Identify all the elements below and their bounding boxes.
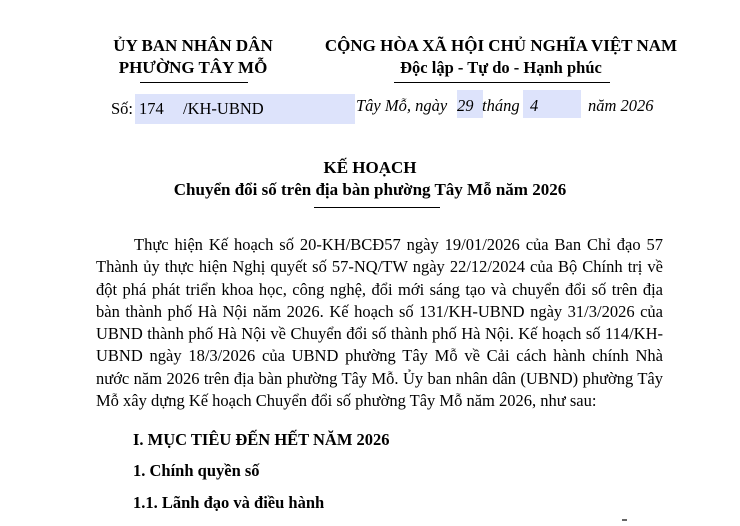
document-number-value: 174 bbox=[139, 99, 164, 118]
subsection-heading: 1. Chính quyền số bbox=[133, 461, 260, 480]
date-year-label: năm 2026 bbox=[588, 96, 654, 115]
agency-name-line2: PHƯỜNG TÂY MỖ bbox=[118, 58, 268, 77]
section-heading: I. MỤC TIÊU ĐẾN HẾT NĂM 2026 bbox=[133, 430, 390, 449]
document-code-value: /KH-UBND bbox=[183, 99, 264, 118]
date-month-value: 4 bbox=[530, 96, 539, 115]
date-place-label: Tây Mỗ, ngày bbox=[356, 96, 448, 115]
subject-underline bbox=[314, 207, 440, 208]
motto-underline bbox=[394, 82, 610, 83]
document-type-title: KẾ HOẠCH bbox=[323, 158, 417, 177]
subsubsection-heading: 1.1. Lãnh đạo và điều hành bbox=[133, 493, 325, 512]
national-motto: Độc lập - Tự do - Hạnh phúc bbox=[400, 58, 602, 77]
date-month-label: tháng bbox=[482, 96, 520, 115]
agency-underline bbox=[140, 82, 248, 83]
agency-name-line1: ỦY BAN NHÂN DÂN bbox=[113, 36, 273, 55]
document-subject: Chuyển đổi số trên địa bàn phường Tây Mỗ năm 2026 bbox=[173, 180, 567, 199]
document-number-label: Số: bbox=[111, 99, 134, 118]
date-day-value: 29 bbox=[457, 96, 474, 115]
page-edge-mark bbox=[622, 519, 627, 521]
intro-paragraph: Thực hiện Kế hoạch số 20-KH/BCĐ57 ngày 19/01/2026 của Ban Chỉ đạo 57 Thành ủy thực hiện Nghị quyết số 57-NQ/TW ngày 22/12/2024 của Bộ Chính trị về đột phá phát triển khoa học, công nghệ, đổi mới sáng tạo và chuyển đổi số trên địa bàn thành phố Hà Nội năm 2026. Kế hoạch số 131/KH-UBND ngày 31/3/2026 của UBND thành phố Hà Nội về Chuyển đổi số thành phố Hà Nội. Kế hoạch số 114/KH-UBND ngày 18/3/2026 của UBND phường Tây Mỗ về Cải cách hành chính Nhà nước năm 2026 trên địa bàn phường Tây Mỗ. Ủy ban nhân dân (UBND) phường Tây Mỗ xây dựng Kế hoạch Chuyển đổi số phường Tây Mỗ năm 2026, như sau: bbox=[96, 235, 663, 411]
national-title: CỘNG HÒA XÃ HỘI CHỦ NGHĨA VIỆT NAM bbox=[324, 36, 678, 55]
